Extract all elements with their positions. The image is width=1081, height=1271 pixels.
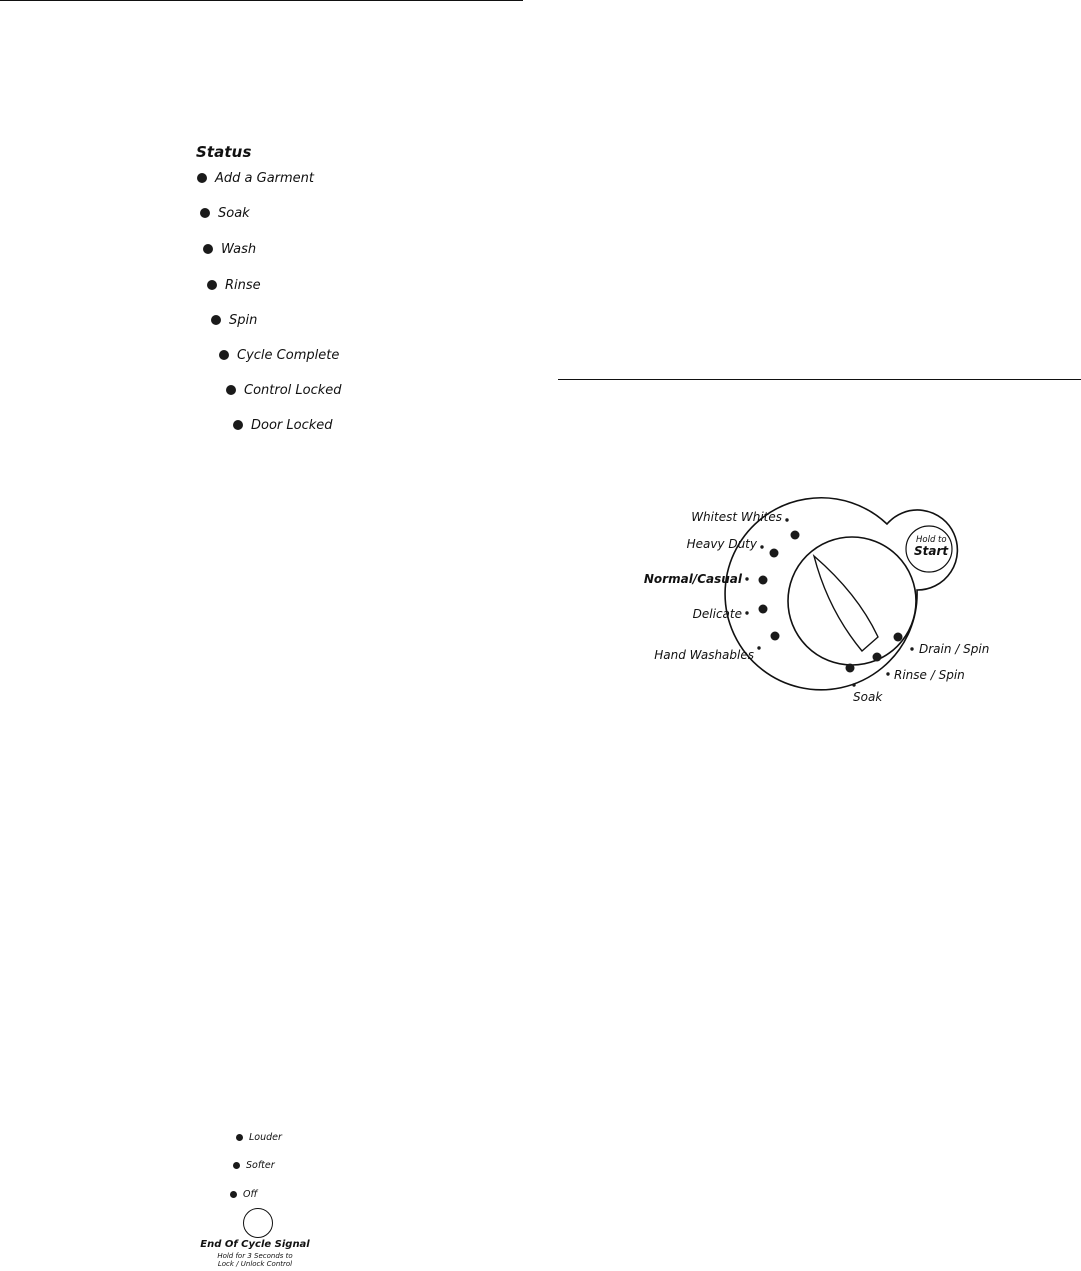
- status-indicator-icon: [226, 385, 236, 395]
- cycle-label-hand-washables: Hand Washables: [654, 648, 754, 662]
- signal-level-label: Louder: [249, 1131, 282, 1143]
- status-indicator-icon: [200, 208, 210, 218]
- cycle-label-soak: Soak: [853, 690, 883, 704]
- cycle-dot-whitest-whites: [791, 531, 800, 540]
- label-dot: [852, 683, 855, 686]
- cycle-dot-delicate: [759, 605, 768, 614]
- status-indicator-icon: [219, 350, 229, 360]
- cycle-dot-rinse-spin: [873, 653, 882, 662]
- cycle-dot-drain-spin: [894, 633, 903, 642]
- status-label: Wash: [221, 241, 257, 257]
- start-button[interactable]: [906, 526, 952, 572]
- start-button-small-label: Hold to: [916, 535, 947, 545]
- status-indicator-icon: [203, 244, 213, 254]
- status-item-cycle-complete: [219, 345, 339, 365]
- status-item-add-a-garment: [197, 168, 314, 188]
- status-item-spin: [211, 310, 257, 330]
- middle-divider-rule: [558, 379, 1081, 380]
- signal-indicator-icon: [233, 1162, 240, 1169]
- status-label: Door Locked: [251, 417, 333, 433]
- status-item-door-locked: [233, 415, 333, 435]
- status-indicator-icon: [211, 315, 221, 325]
- cycle-label-normal-casual: Normal/Casual: [643, 572, 742, 586]
- status-label: Rinse: [225, 277, 261, 293]
- end-of-cycle-signal-label: End Of Cycle Signal: [200, 1239, 310, 1250]
- cycle-dot-hand-washables: [771, 632, 780, 641]
- cycle-dot-soak: [846, 664, 855, 673]
- label-dot: [910, 647, 913, 650]
- status-title: Status: [196, 143, 252, 161]
- status-item-rinse: [207, 275, 261, 295]
- status-label: Soak: [218, 205, 250, 221]
- status-label: Spin: [229, 312, 258, 328]
- status-label: Add a Garment: [215, 170, 315, 186]
- hint-line-2: Lock / Unlock Control: [217, 1260, 293, 1268]
- end-of-cycle-signal-hint: [190, 1252, 320, 1268]
- label-dot: [757, 646, 760, 649]
- label-dot: [745, 611, 748, 614]
- top-divider-rule: [0, 0, 523, 1]
- dial-knob[interactable]: [788, 537, 916, 665]
- status-label: Control Locked: [244, 382, 342, 398]
- cycle-dot-normal-casual: [759, 576, 768, 585]
- cycle-dot-heavy-duty: [770, 549, 779, 558]
- signal-level-softer: [233, 1157, 275, 1173]
- cycle-label-delicate: Delicate: [692, 607, 742, 621]
- start-button-label: Start: [914, 544, 949, 558]
- status-item-control-locked: [226, 380, 342, 400]
- status-indicator-icon: [207, 280, 217, 290]
- label-dot: [886, 672, 889, 675]
- cycle-label-drain-spin: Drain / Spin: [919, 642, 990, 656]
- signal-level-louder: [236, 1129, 282, 1145]
- cycle-label-whitest-whites: Whitest Whites: [691, 510, 782, 524]
- cycle-label-rinse-spin: Rinse / Spin: [894, 668, 965, 682]
- status-item-wash: [203, 239, 256, 259]
- status-indicator-icon: [197, 173, 207, 183]
- cycle-label-heavy-duty: Heavy Duty: [686, 537, 757, 551]
- cycle-selector-dial: [640, 490, 1000, 720]
- signal-level-label: Softer: [246, 1159, 275, 1171]
- status-label: Cycle Complete: [237, 347, 340, 363]
- signal-level-label: Off: [243, 1188, 258, 1200]
- status-item-soak: [200, 203, 250, 223]
- label-dot: [760, 545, 763, 548]
- signal-indicator-icon: [236, 1134, 243, 1141]
- label-dot: [745, 577, 748, 580]
- status-indicator-icon: [233, 420, 243, 430]
- signal-indicator-icon: [230, 1191, 237, 1198]
- label-dot: [785, 518, 788, 521]
- hint-line-1: Hold for 3 Seconds to: [217, 1252, 293, 1260]
- signal-level-off: [230, 1186, 257, 1202]
- end-of-cycle-signal-button[interactable]: [243, 1208, 273, 1238]
